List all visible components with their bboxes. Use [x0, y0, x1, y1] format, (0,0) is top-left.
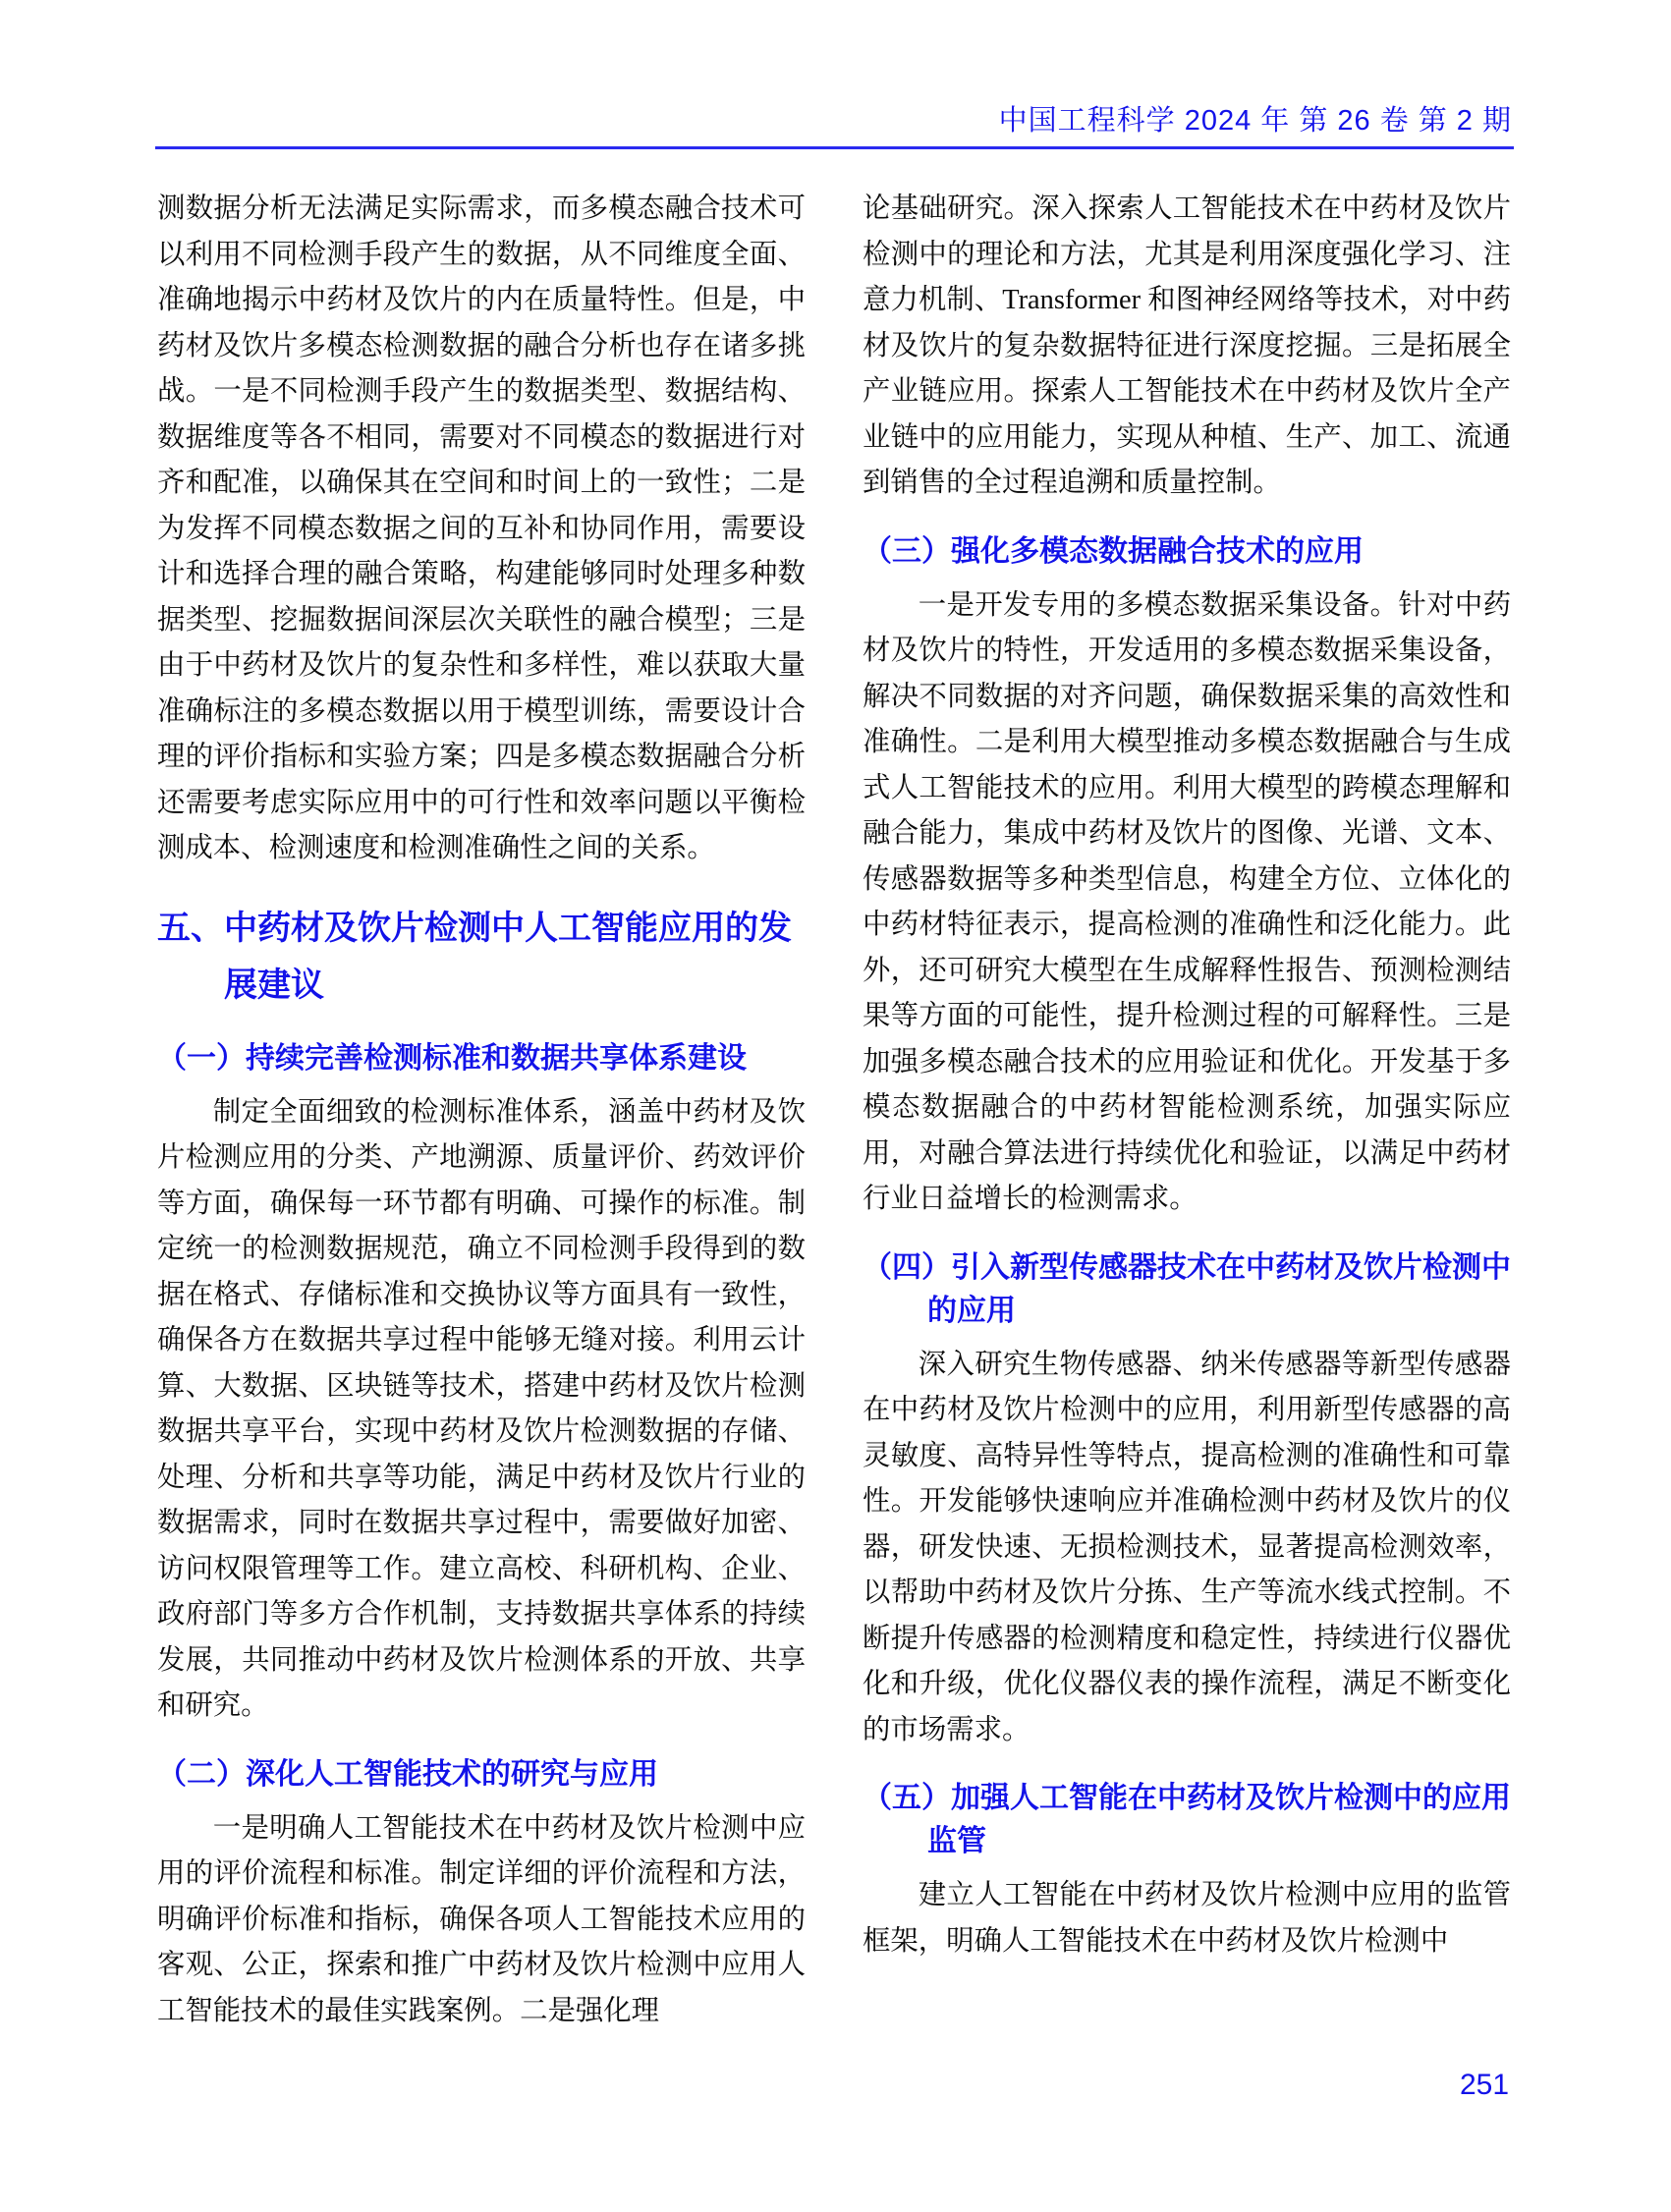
paragraph: 一是明确人工智能技术在中药材及饮片检测中应用的评价流程和标准。制定详细的评价流程和方法，明确评价标准和指标，确保各项人工智能技术应用的客观、公正，探索和推广中药材及饮片检测中应用人工智能技术的最佳实践案例。二是强化理	[157, 1812, 806, 2026]
paragraph: 制定全面细致的检测标准体系，涵盖中药材及饮片检测应用的分类、产地溯源、质量评价、药效评价等方面，确保每一环节都有明确、可操作的标准。制定统一的检测数据规范，确立不同检测手段得到的数据在格式、存储标准和交换协议等方面具有一致性，确保各方在数据共享过程中能够无缝对接。利用云计算、大数据、区块链等技术，搭建中药材及饮片检测数据共享平台，实现中药材及饮片检测数据的存储、处理、分析和共享等功能，满足中药材及饮片行业的数据需求，同时在数据共享过程中，需要做好加密、访问权限管理等工作。建立高校、科研机构、企业、政府部门等多方合作机制，支持数据共享体系的持续发展，共同推动中药材及饮片检测体系的开放、共享和研究。	[157, 1096, 806, 1721]
page-number: 251	[1460, 2069, 1510, 2101]
section-heading-5: 五、中药材及饮片检测中人工智能应用的发展建议	[157, 909, 792, 1004]
subsection-heading-5: （五）加强人工智能在中药材及饮片检测中的应用监管	[863, 1782, 1511, 1857]
subsection-heading-1: （一）持续完善检测标准和数据共享体系建设	[157, 1041, 747, 1075]
paragraph-continued: 测数据分析无法满足实际需求，而多模态融合技术可以利用不同检测手段产生的数据，从不同维度全面、准确地揭示中药材及饮片的内在质量特性。但是，中药材及饮片多模态检测数据的融合分析也存在诸多挑战。一是不同检测手段产生的数据类型、数据结构、数据维度等各不相同，需要对不同模态的数据进行对齐和配准，以确保其在空间和时间上的一致性；二是为发挥不同模态数据之间的互补和协同作用，需要设计和选择合理的融合策略，构建能够同时处理多种数据类型、挖掘数据间深层次关联性的融合模型；三是由于中药材及饮片的复杂性和多样性，难以获取大量准确标注的多模态数据以用于模型训练，需要设计合理的评价指标和实验方案；四是多模态数据融合分析还需要考虑实际应用中的可行性和效率问题以平衡检测成本、检测速度和检测准确性之间的关系。	[157, 194, 806, 863]
journal-header-text: 中国工程科学 2024 年 第 26 卷 第 2 期	[998, 105, 1512, 137]
subsection-heading-4: （四）引入新型传感器技术在中药材及饮片检测中的应用	[863, 1250, 1511, 1327]
paragraph: 深入研究生物传感器、纳米传感器等新型传感器在中药材及饮片检测中的应用，利用新型传感器的高灵敏度、高特异性等特点，提高检测的准确性和可靠性。开发能够快速响应并准确检测中药材及饮片的仪器，研发快速、无损检测技术，显著提高检测效率，以帮助中药材及饮片分拣、生产等流水线式控制。不断提升传感器的检测精度和稳定性，持续进行仪器优化和升级，优化仪器仪表的操作流程，满足不断变化的市场需求。	[863, 1349, 1511, 1745]
paragraph: 一是开发专用的多模态数据采集设备。针对中药材及饮片的特性，开发适用的多模态数据采集设备，解决不同数据的对齐问题，确保数据采集的高效性和准确性。二是利用大模型推动多模态数据融合与生成式人工智能技术的应用。利用大模型的跨模态理解和融合能力，集成中药材及饮片的图像、光谱、文本、传感器数据等多种类型信息，构建全方位、立体化的中药材特征表示，提高检测的准确性和泛化能力。此外，还可研究大模型在生成解释性报告、预测检测结果等方面的可能性，提升检测过程的可解释性。三是加强多模态融合技术的应用验证和优化。开发基于多模态数据融合的中药材智能检测系统，加强实际应用，对融合算法进行持续优化和验证，以满足中药材行业日益增长的检测需求。	[863, 589, 1511, 1214]
header-rule	[155, 146, 1514, 149]
paragraph: 建立人工智能在中药材及饮片检测中应用的监管框架，明确人工智能技术在中药材及饮片检测中	[863, 1880, 1511, 1957]
subsection-heading-2: （二）深化人工智能技术的研究与应用	[157, 1757, 658, 1791]
left-column	[157, 187, 806, 2034]
right-column	[863, 187, 1511, 1964]
paragraph-continued: 论基础研究。深入探索人工智能技术在中药材及饮片检测中的理论和方法，尤其是利用深度强化学习、注意力机制、Transformer 和图神经网络等技术，对中药材及饮片的复杂数据特征进行深度挖掘。三是拓展全产业链应用。探索人工智能技术在中药材及饮片全产业链中的应用能力，实现从种植、生产、加工、流通到销售的全过程追溯和质量控制。	[863, 194, 1511, 498]
subsection-heading-3: （三）强化多模态数据融合技术的应用	[863, 534, 1364, 568]
